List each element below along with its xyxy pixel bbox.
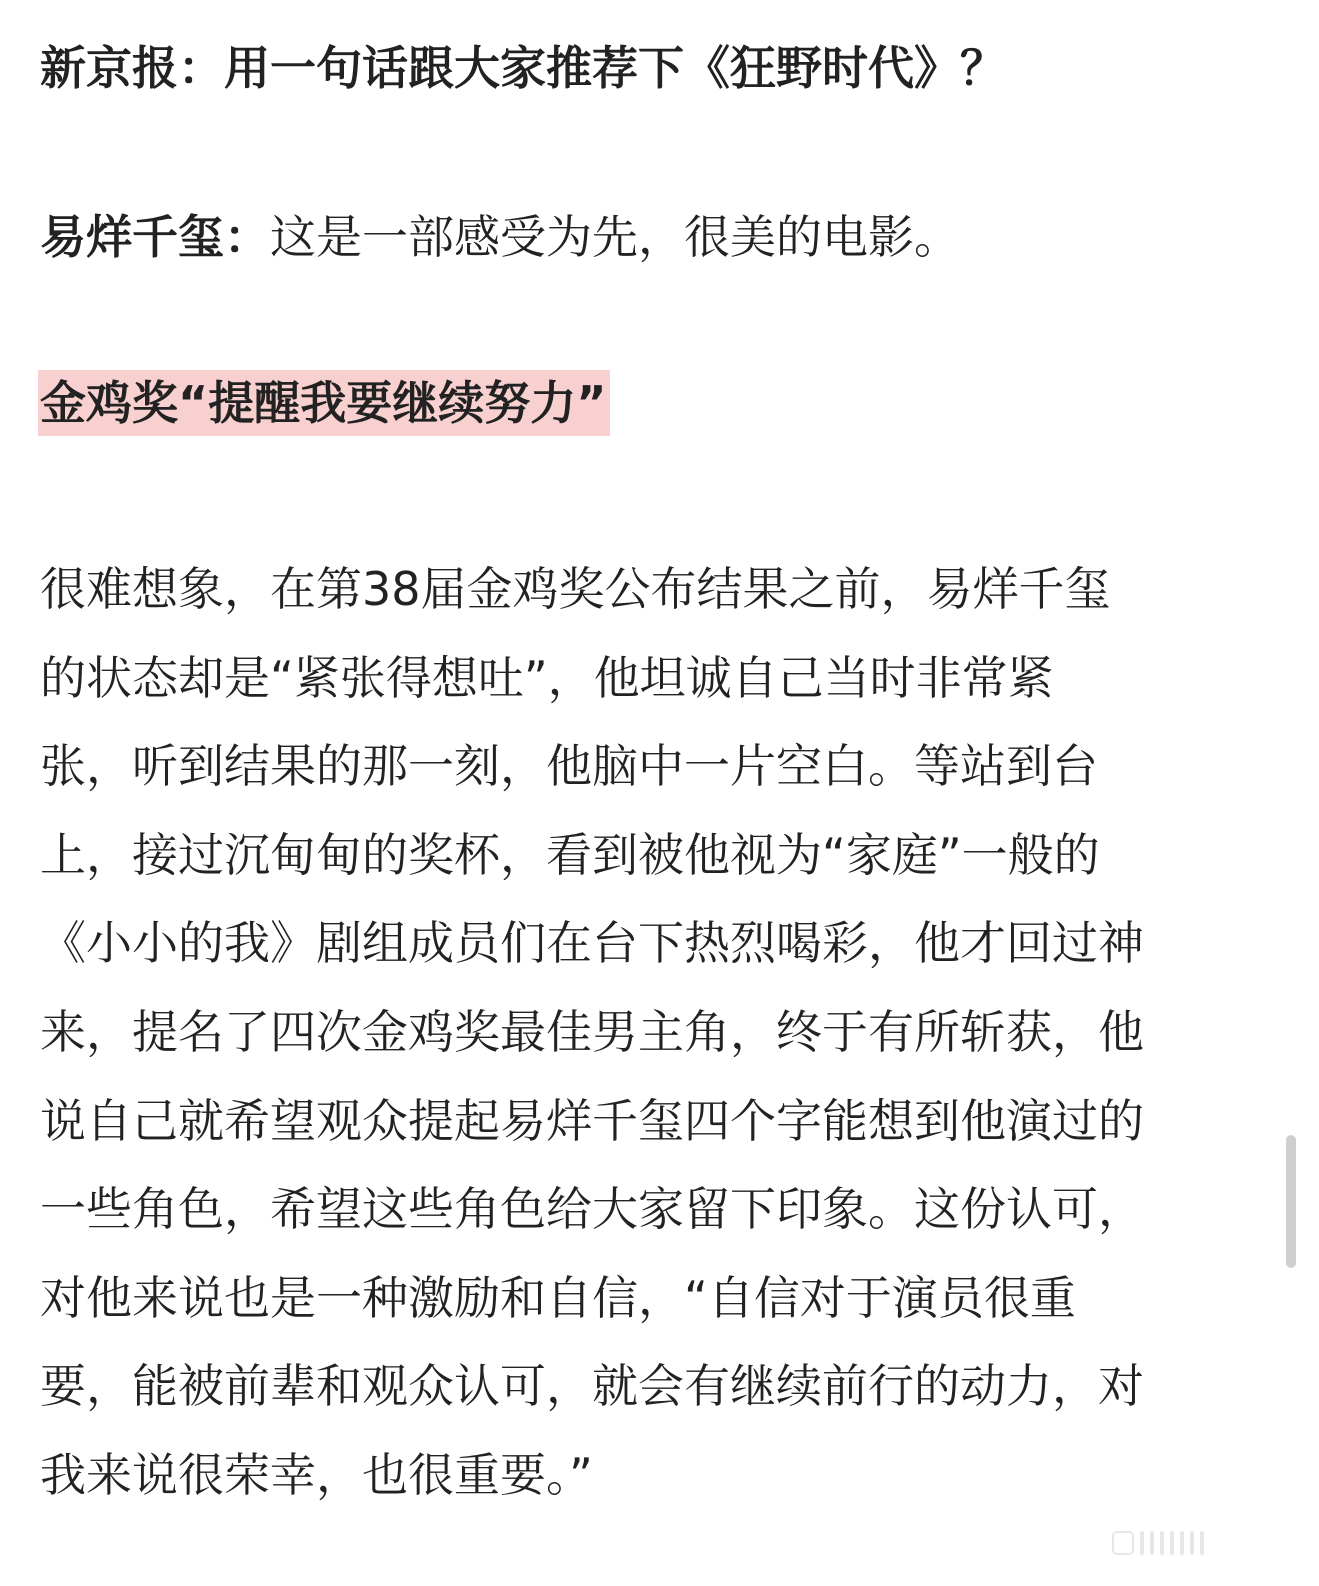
watermark-bar-icon: [1160, 1531, 1164, 1555]
body-line: 要，能被前辈和观众认可，就会有继续前行的动力，对: [40, 1359, 1144, 1414]
watermark-bar-icon: [1200, 1531, 1204, 1555]
watermark-bar-icon: [1150, 1531, 1154, 1555]
question-speaker: 新京报: [40, 41, 178, 95]
answer-speaker: 易烊千玺: [40, 210, 224, 264]
body-line: 的状态却是“紧张得想吐”，他坦诚自己当时非常紧: [40, 650, 1054, 705]
body-line: 《小小的我》剧组成员们在台下热烈喝彩，他才回过神: [40, 916, 1144, 971]
question-text: 用一句话跟大家推荐下《狂野时代》？: [224, 41, 1006, 95]
interview-question: [40, 38, 1006, 98]
body-line: 说自己就希望观众提起易烊千玺四个字能想到他演过的: [40, 1093, 1144, 1148]
body-line: 上，接过沉甸甸的奖杯，看到被他视为“家庭”一般的: [40, 827, 1100, 882]
body-line: 很难想象，在第38届金鸡奖公布结果之前，易烊千玺: [40, 562, 1111, 616]
watermark-bar-icon: [1180, 1531, 1184, 1555]
answer-separator: ：: [224, 210, 270, 264]
watermark-bar-icon: [1170, 1531, 1174, 1555]
body-line: 我来说很荣幸，也很重要。”: [40, 1447, 593, 1502]
body-line: 一些角色，希望这些角色给大家留下印象。这份认可，: [40, 1182, 1144, 1237]
watermark-bar-icon: [1140, 1531, 1144, 1555]
answer-text: 这是一部感受为先，很美的电影。: [270, 210, 960, 264]
watermark-logo-icon: [1112, 1528, 1204, 1558]
interview-answer: [40, 207, 960, 267]
body-line: 对他来说也是一种激励和自信，“自信对于演员很重: [40, 1270, 1076, 1325]
question-separator: ：: [178, 41, 224, 95]
article-body: [40, 545, 1276, 1520]
body-line: 来，提名了四次金鸡奖最佳男主角，终于有所斩获，他: [40, 1004, 1144, 1059]
scrollbar-thumb[interactable]: [1286, 1135, 1296, 1268]
body-line: 张，听到结果的那一刻，他脑中一片空白。等站到台: [40, 739, 1098, 794]
watermark-box-icon: [1112, 1531, 1134, 1555]
section-heading: 金鸡奖“提醒我要继续努力”: [38, 370, 610, 436]
watermark-bar-icon: [1190, 1531, 1194, 1555]
